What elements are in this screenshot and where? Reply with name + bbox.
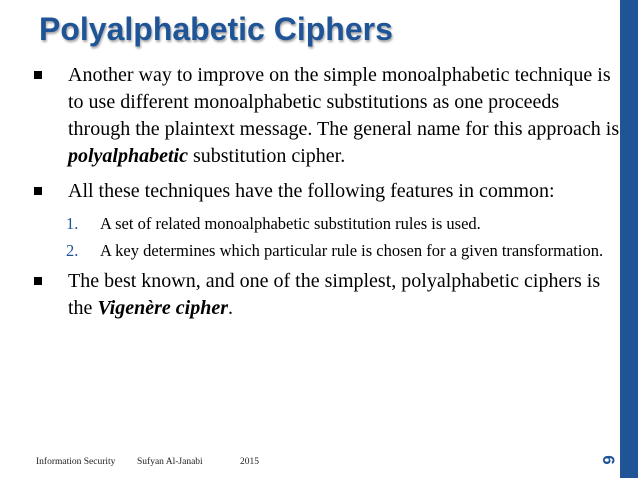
footer-year: 2015 xyxy=(240,457,259,467)
square-bullet-icon xyxy=(34,187,42,195)
slide-title: Polyalphabetic Ciphers xyxy=(39,11,393,47)
bullet-item xyxy=(34,178,626,205)
item-number: 1. xyxy=(66,214,79,233)
item-text: A set of related monoalphabetic substitution rules is used. xyxy=(100,214,481,233)
bullet-text-after: substitution cipher. xyxy=(187,145,346,167)
bullet-item xyxy=(34,62,626,170)
bullet-emphasis: polyalphabetic xyxy=(68,145,188,167)
footer-author: Sufyan Al-Janabi xyxy=(137,457,203,467)
square-bullet-icon xyxy=(34,277,42,285)
numbered-item xyxy=(66,240,626,263)
bullet-emphasis: Vigenère cipher xyxy=(97,297,228,319)
bullet-text-before: Another way to improve on the simple monoalphabetic technique is to use different monoalphabetic substitutions as one proceeds through the plaintext message. The general name for this approach is xyxy=(68,64,620,140)
square-bullet-icon xyxy=(34,71,42,79)
slide-content xyxy=(34,62,626,330)
page-number: 6 xyxy=(599,455,618,465)
item-number: 2. xyxy=(66,240,79,260)
bullet-item xyxy=(34,268,626,322)
numbered-list xyxy=(66,213,626,262)
footer-course: Information Security xyxy=(36,457,116,467)
bullet-text-after: . xyxy=(227,297,233,319)
bullet-text: All these techniques have the following features in common: xyxy=(68,180,555,202)
bullet-text-before: The best known, and one of the simplest, polyalphabetic ciphers is the xyxy=(68,270,601,319)
numbered-item xyxy=(66,213,626,236)
item-text: A key determines which particular rule is chosen for a given transformation. xyxy=(100,240,604,260)
